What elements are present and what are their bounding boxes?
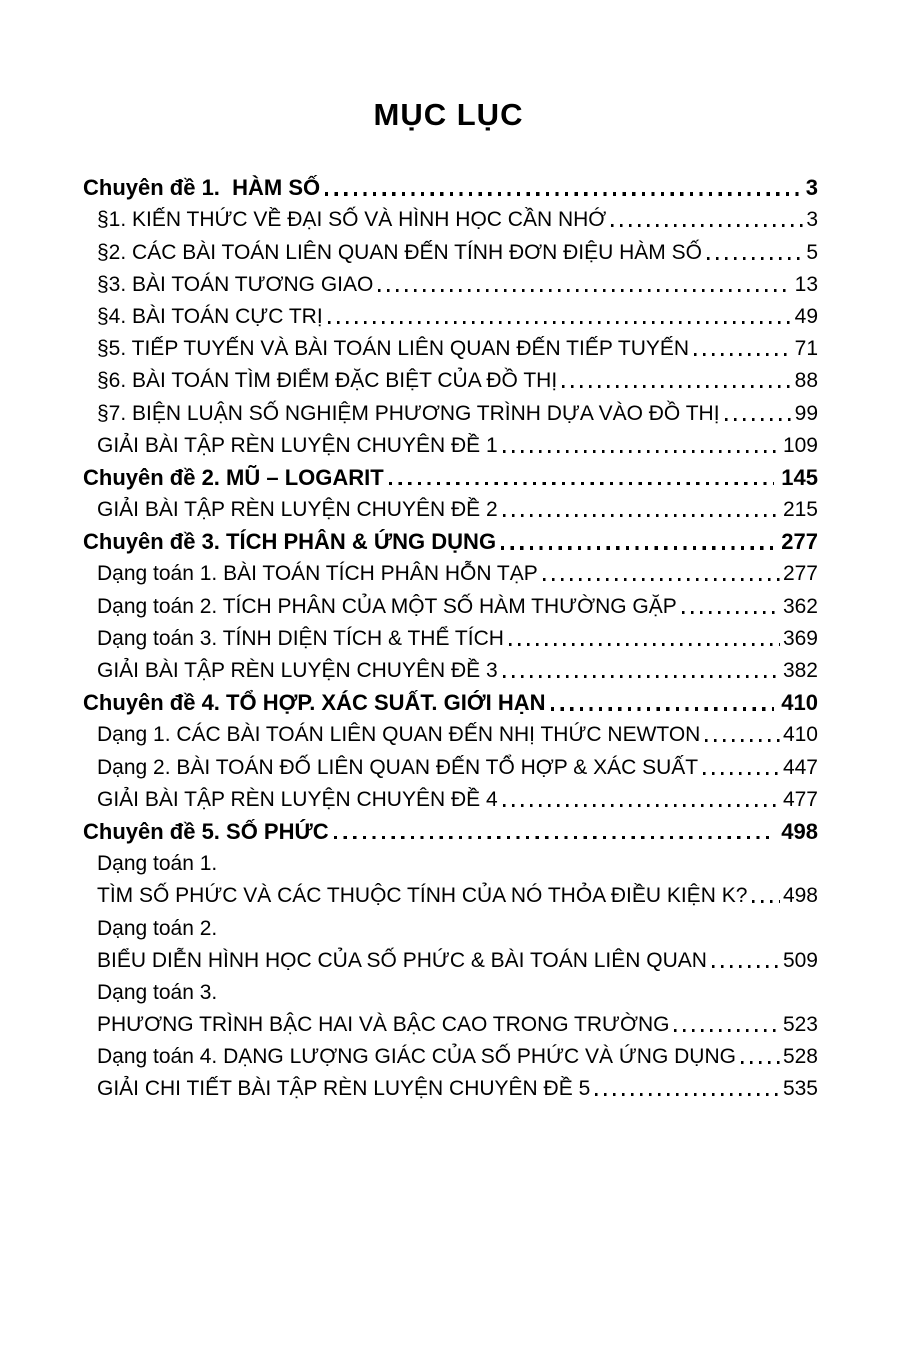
toc-entry [83,493,818,525]
toc-page-number: 277 [781,529,818,555]
toc-page-number: 447 [782,755,818,779]
toc-page-number: 528 [782,1045,818,1069]
toc-page-number: 477 [782,787,818,811]
dot-leader [703,772,780,775]
dot-leader [334,836,775,840]
toc-entry [83,686,818,718]
toc-list [83,171,818,1104]
toc-entry-text: GIẢI BÀI TẬP RÈN LUYỆN CHUYÊN ĐỀ 4 [97,787,498,811]
toc-entry [83,1008,818,1040]
toc-entry-text: §4. BÀI TOÁN CỰC TRỊ [97,304,323,328]
toc-entry-text: Dạng toán 3. TÍNH DIỆN TÍCH & THỂ TÍCH [97,626,504,650]
toc-entry-text: Dạng 2. BÀI TOÁN ĐỐ LIÊN QUAN ĐẾN TỔ HỢP & XÁC SUẤT [97,755,699,779]
toc-entry-text: §3. BÀI TOÁN TƯƠNG GIAO [97,272,374,296]
toc-entry-text: Dạng toán 1. [97,852,218,876]
toc-entry [83,944,818,976]
dot-leader [389,482,775,486]
dot-leader [543,578,780,581]
toc-entry [83,718,818,750]
toc-page-number: 410 [782,723,818,747]
toc-entry [83,815,818,847]
toc-entry-text: GIẢI BÀI TẬP RÈN LUYỆN CHUYÊN ĐỀ 2 [97,498,498,522]
toc-entry [83,783,818,815]
toc-page-number: 71 [794,337,818,361]
toc-entry [83,911,818,943]
dot-leader [682,611,780,614]
toc-entry [83,557,818,589]
toc-page-number: 3 [806,208,818,232]
dot-leader [325,192,799,196]
toc-entry [83,461,818,493]
dot-leader [562,385,791,388]
toc-page-number: 382 [782,659,818,682]
toc-entry [83,364,818,396]
toc-entry-text: Chuyên đề 2. MŨ – LOGARIT [83,464,384,490]
dot-leader [705,739,780,742]
dot-leader [503,450,780,453]
dot-leader [328,321,792,324]
toc-entry-text: §6. BÀI TOÁN TÌM ĐIỂM ĐẶC BIỆT CỦA ĐỒ THỊ [97,369,558,393]
toc-entry [83,171,818,203]
toc-entry-text: Dạng toán 4. DẠNG LƯỢNG GIÁC CỦA SỐ PHỨC VÀ ỨNG DỤNG [97,1045,736,1069]
toc-page-number: 145 [781,464,818,490]
toc-page-number: 498 [781,818,818,844]
toc-entry-text: §5. TIẾP TUYẾN VÀ BÀI TOÁN LIÊN QUAN ĐẾN TIẾP TUYẾN [97,337,690,361]
toc-page-number: 369 [782,626,818,650]
toc-entry [83,879,818,911]
toc-page-number: 109 [782,433,818,457]
toc-entry-text: Dạng toán 1. BÀI TOÁN TÍCH PHÂN HỖN TẠP [97,562,538,586]
toc-entry [83,1040,818,1072]
dot-leader [712,965,780,968]
toc-entry [83,429,818,461]
toc-page-number: 88 [794,369,818,393]
toc-entry [83,654,818,686]
dot-leader [611,224,803,227]
toc-page-number: 5 [806,240,818,264]
toc-page-number: 362 [782,594,818,618]
toc-page-number: 410 [781,690,818,716]
toc-page-number: 215 [782,498,818,522]
toc-entry-text: Dạng toán 2. [97,916,218,940]
toc-entry [83,203,818,235]
toc-entry-text: §2. CÁC BÀI TOÁN LIÊN QUAN ĐẾN TÍNH ĐƠN ĐIỆU HÀM SỐ [97,240,702,264]
toc-entry [83,300,818,332]
dot-leader [509,643,780,646]
toc-entry-text: Chuyên đề 3. TÍCH PHÂN & ỨNG DỤNG [83,529,497,555]
toc-entry-text: GIẢI BÀI TẬP RÈN LUYỆN CHUYÊN ĐỀ 1 [97,433,498,457]
dot-leader [595,1093,780,1096]
dot-leader [551,707,775,711]
toc-entry [83,589,818,621]
dot-leader [503,514,780,517]
toc-page-number: 13 [794,272,818,296]
toc-page-number: 535 [782,1077,818,1101]
toc-page-number: 523 [782,1013,818,1037]
dot-leader [694,353,792,356]
toc-entry [83,750,818,782]
toc-entry-text: GIẢI CHI TIẾT BÀI TẬP RÈN LUYỆN CHUYÊN ĐỀ 5 [97,1077,591,1101]
toc-entry [83,525,818,557]
toc-entry-text: §1. KIẾN THỨC VỀ ĐẠI SỐ VÀ HÌNH HỌC CẦN NHỚ [97,208,607,232]
dot-leader [501,546,774,550]
page-title: MỤC LỤC [373,97,524,132]
toc-entry-text: BIỂU DIỄN HÌNH HỌC CỦA SỐ PHỨC & BÀI TOÁN LIÊN QUAN [97,948,707,972]
toc-entry-text: Chuyên đề 5. SỐ PHỨC [83,818,329,844]
toc-page-number: 49 [794,304,818,328]
toc-entry-text: PHƯƠNG TRÌNH BẬC HAI VÀ BẬC CAO TRONG TRƯỜNG [97,1013,670,1037]
toc-entry [83,235,818,267]
toc-entry-text: Dạng toán 2. TÍCH PHÂN CỦA MỘT SỐ HÀM THƯỜNG GẶP [97,594,677,618]
toc-entry [83,1072,818,1104]
toc-entry [83,976,818,1008]
toc-entry [83,847,818,879]
dot-leader [752,900,780,903]
dot-leader [503,804,780,807]
dot-leader [674,1029,779,1032]
toc-page-number: 99 [794,401,818,425]
dot-leader [741,1061,780,1064]
dot-leader [378,289,791,292]
toc-entry [83,332,818,364]
toc-entry [83,622,818,654]
toc-entry [83,396,818,428]
toc-page-number: 3 [805,175,818,201]
toc-entry [83,268,818,300]
toc-entry-text: Dạng 1. CÁC BÀI TOÁN LIÊN QUAN ĐẾN NHỊ THỨC NEWTON [97,723,701,747]
toc-entry-text: Chuyên đề 1. HÀM SỐ [83,175,321,201]
toc-page-number: 277 [782,562,818,586]
toc-page-number: 498 [782,884,818,908]
toc-entry-text: Chuyên đề 4. TỔ HỢP. XÁC SUẤT. GIỚI HẠN [83,690,546,716]
toc-entry-text: Dạng toán 3. [97,980,218,1004]
dot-leader [503,675,780,678]
toc-page-number: 509 [782,948,818,972]
dot-leader [707,257,803,260]
toc-entry-text: §7. BIỆN LUẬN SỐ NGHIỆM PHƯƠNG TRÌNH DỰA VÀO ĐỒ THỊ [97,401,720,425]
toc-entry-text: TÌM SỐ PHỨC VÀ CÁC THUỘC TÍNH CỦA NÓ THỎA ĐIỀU KIỆN K? [97,884,748,908]
dot-leader [725,418,792,421]
toc-entry-text: GIẢI BÀI TẬP RÈN LUYỆN CHUYÊN ĐỀ 3 [97,659,498,682]
